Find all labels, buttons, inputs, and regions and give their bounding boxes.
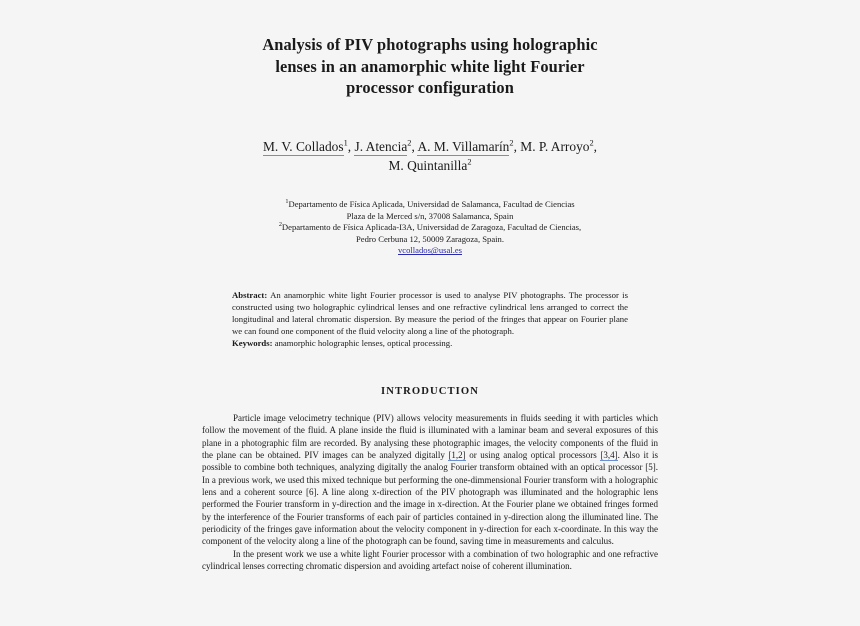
keywords-paragraph [232, 338, 628, 350]
affiliation-line-4: Pedro Cerbuna 12, 50009 Zaragoza, Spain. [356, 233, 504, 244]
contact-email-line [198, 245, 662, 257]
author-name-arroyo: M. P. Arroyo [520, 139, 590, 154]
affiliation-line-2: Plaza de la Merced s/n, 37008 Salamanca, Spain [346, 210, 514, 221]
author-line-2 [208, 156, 652, 175]
author-separator: , [347, 139, 355, 154]
paragraph-segment: . Also it is possible to combine both techniques, analyzing digitally the analog Fourier transform obtained with an optical processor [5]. In a previous work, we used this mixed technique but performing the one-dimmensional Fourier transform with a holographic lens and a coherent source [6]. A line along x-direction of the PIV photograph was illuminated and the holographic lens performed the Fourier transform in y-direction and the image in x-direction. At the Fourier plane we obtained fringes formed by the interference of the Fourier transforms of each pair of particles contained in y-direction along the illuminated line. The periodicity of the fringes gave information about the velocity component in y-direction for each x-coordinate. In this way the component of the velocity along a line of the photograph can be found, saving time in measurements and calculus. [202, 450, 658, 547]
author-list [208, 137, 652, 175]
section-heading-introduction: INTRODUCTION [381, 386, 479, 397]
affiliations [198, 199, 662, 257]
author-affil-marker: 1 [343, 138, 348, 148]
affiliation-line-3: $^2$Departamento de Física Aplicada-I3A, Universidad de Zaragoza, Facultad de Ciencias, [278, 221, 582, 233]
affiliation-marker: 1 [285, 198, 289, 206]
author-affil-marker: 2 [407, 138, 412, 148]
citation-link-3-4[interactable]: [3,4] [600, 450, 618, 461]
title-line-2: lenses in an anamorphic white light Fourier [275, 56, 585, 76]
abstract-section [232, 290, 628, 350]
body-content [202, 412, 658, 572]
author-affil-marker: 2 [467, 157, 472, 167]
author-line-1 [208, 137, 652, 156]
author-link-atencia[interactable]: J. Atencia [354, 139, 408, 154]
abstract-text: An anamorphic white light Fourier processor is used to analyse PIV photographs. The processor is constructed using two holographic cylindrical lenses and one refractive cylindrical lens arranged to correct the longitudinal and lateral chromatic dispersion. By measure the period of the fringes that appear on Fourier plane we can found one component of the fluid velocity along a line of the photograph. [232, 290, 628, 336]
paragraph-segment: Particle image velocimetry technique (PIV) allows velocity measurements in fluids seeding it with particles which follow the movement of the fluid. A plane inside the fluid is illuminated with a laminar beam and several exposures of this plane in a photographic film are recorded. By analysing these photographic images, the velocity components of the fluid in the plane can be obtained. PIV images can be analyzed digitally [202, 413, 658, 461]
email-link[interactable]: vcollados@usal.es [398, 245, 462, 256]
author-affil-marker: 2 [589, 138, 594, 148]
paper-title [228, 34, 632, 99]
abstract-label: Abstract: [232, 290, 268, 300]
paragraph-introduction-2: In the present work we use a white light Fourier processor with a combination of two holographic and one refractive cylindrical lenses correcting chromatic dispersion and avoiding artefact noise of coherent illumination. [202, 548, 658, 572]
citation-link-1-2[interactable]: [1,2] [448, 450, 466, 461]
author-link-collados[interactable]: M. V. Collados [262, 139, 344, 154]
author-separator: , [411, 139, 418, 154]
author-link-villamarin[interactable]: A. M. Villamarín [417, 139, 510, 154]
affiliation-marker: 2 [278, 221, 282, 229]
affiliation-line-1: $^1$Departamento de Física Aplicada, Universidad de Salamanca, Facultad de Ciencias [285, 198, 575, 209]
author-name-quintanilla: M. Quintanilla [388, 158, 468, 173]
title-line-1: Analysis of PIV photographs using holographic [262, 35, 598, 54]
author-separator: , [513, 139, 521, 154]
paragraph-introduction-1 [202, 412, 658, 548]
title-line-3: processor configuration [346, 78, 514, 97]
author-separator: , [593, 139, 598, 154]
keywords-text: anamorphic holographic lenses, optical processing. [274, 337, 453, 348]
author-affil-marker: 2 [509, 138, 514, 148]
keywords-label: Keywords: [232, 337, 273, 348]
abstract-paragraph [232, 290, 628, 338]
paragraph-segment: or using analog optical processors [465, 450, 601, 461]
